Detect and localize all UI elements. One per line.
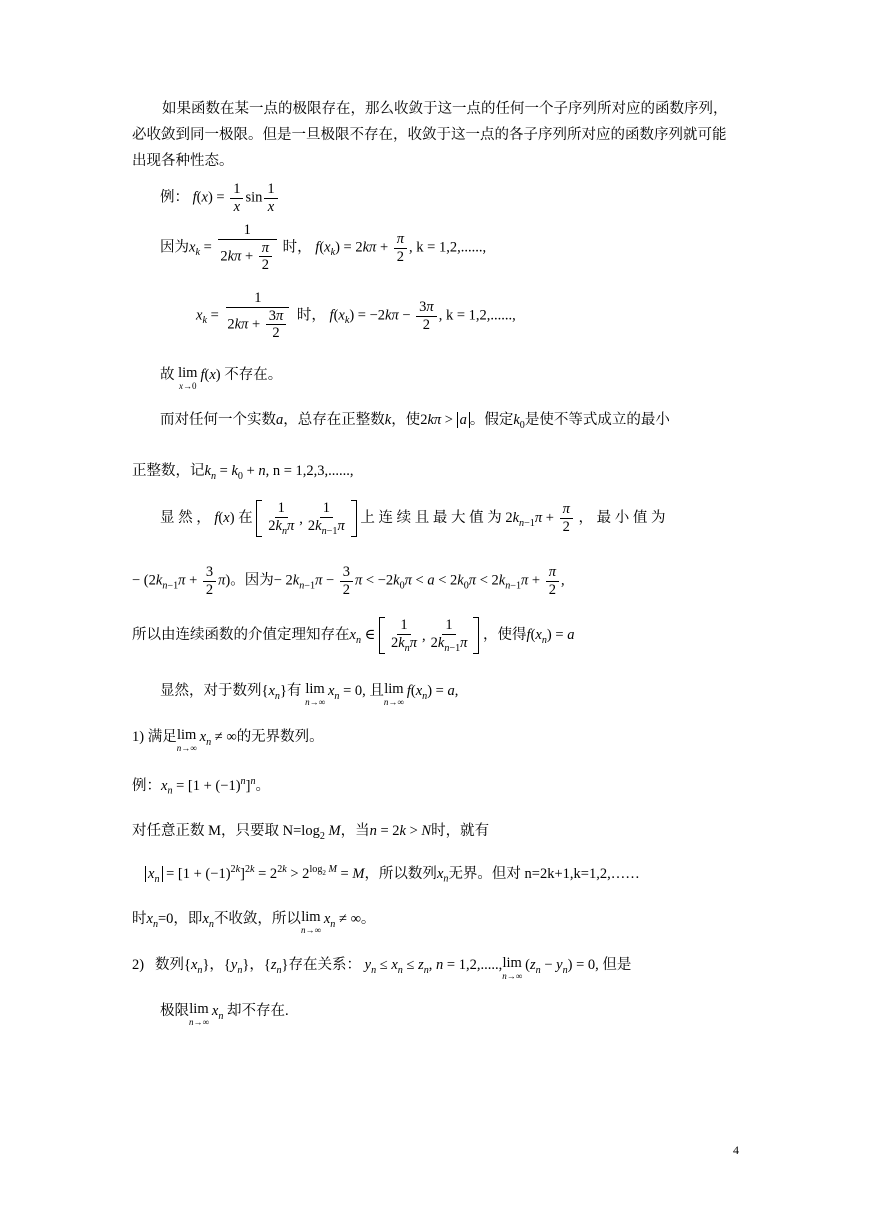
continuity-line: 显 然 ， f(x) 在 $\frac{1}{2k_n\pi}$ , $\frac{1}{2k_{n-1}\pi}$ 上 连 续 且 最 大 值 为 $2k_{n-1}\pi$ + $\frac{\pi}{2}$ ， 最 小 值 为 <box>160 500 666 537</box>
list-item-1: 1) 满足 lim n→∞ $x_n$ ≠ ∞的无界数列。 <box>132 727 324 753</box>
real-number-line: 而对任何一个实数a，总存在正整数k，使2kπ > a 。假定$k_0$是使不等式成立的最小 <box>160 412 670 431</box>
unbounded-line: $x_n = [1 + (-1)^{2k}]^{2k} = 2^{2k} > 2^{log_2 M} = M$，所以数列$x_n$无界。但对 n=2k+1,k=1,2,…… <box>145 864 640 886</box>
intro-paragraph: 如果函数在某一点的极限存在，那么收敛于这一点的任何一个子序列所对应的函数序列，必收敛到同一极限。但是一旦极限不存在，收敛于这一点的各子序列所对应的函数序列就可能出现各种性态。 <box>132 101 728 169</box>
any-M-line: 对任意正数 M，只要取 $N=\log_2$ M，当n = 2k > N时，就有 <box>132 823 490 842</box>
ivt-line: 所以由连续函数的介值定理知存在$x_n$ ∈ $\frac{1}{2k_n\pi}$ , $\frac{1}{2k_{n-1}\pi}$ ，使得$f(x_n) = a$ <box>132 617 575 654</box>
example-1-formula: 例： f(x) = $\frac{1}{x}$ sin $\frac{1}{x}$ <box>160 181 280 215</box>
limit-not-exist-line: 极限 lim n→∞ $x_n$ 却不存在. <box>160 1001 289 1027</box>
sequence-xk-1: 因为$x_k$ = 1 2kπ + $\frac{\pi}{2}$ 时， $f(x_k) = 2k\pi$ + $\frac{\pi}{2}$ , k = 1,2,......, <box>160 222 487 274</box>
kn-definition: 正整数，记$k_n = k_0 + n$, n = 1,2,3,......, <box>132 463 354 482</box>
sequence-xk-2: $x_k$ = 1 2kπ + $\frac{3\pi}{2}$ 时， $f(x_k) = -2k\pi$ − $\frac{3\pi}{2}$ , k = 1,2,......, <box>196 290 516 342</box>
page-number: 4 <box>733 1143 739 1157</box>
conclusion-line: 故 lim x→0 f(x) 不存在。 <box>160 365 283 391</box>
inequality-line: − ($2k_{n-1}\pi$ + $\frac{3}{2}$ π)。因为− $2k_{n-1}\pi$ − $\frac{3}{2}$ $\pi < -2k_0\pi < a < 2k_0\pi < 2k_{n-1}\pi$ + $\frac{\pi}{2}$ , <box>132 564 565 598</box>
list-item-2: 2) 数列$\{x_n\}$，$\{y_n\}$，$\{z_n\}$存在关系： $y_n \le x_n \le z_n$, n = 1,2,....., lim n→∞ $(z_n - y_n) = 0$, 但是 <box>132 955 632 981</box>
not-convergent-line: 时$x_n=0$，即$x_n$不收敛，所以 lim n→∞ $x_n$ ≠ ∞。 <box>132 909 376 935</box>
limit-statement: 显然，对于数列$\{x_n\}$有 lim n→∞ $x_n = 0$, 且 lim n→∞ $f(x_n) = a$, <box>160 681 459 707</box>
example-2: 例：$x_n = [1 + (-1)^n]^n$。 <box>132 776 270 797</box>
example-label: 例： <box>160 189 189 206</box>
